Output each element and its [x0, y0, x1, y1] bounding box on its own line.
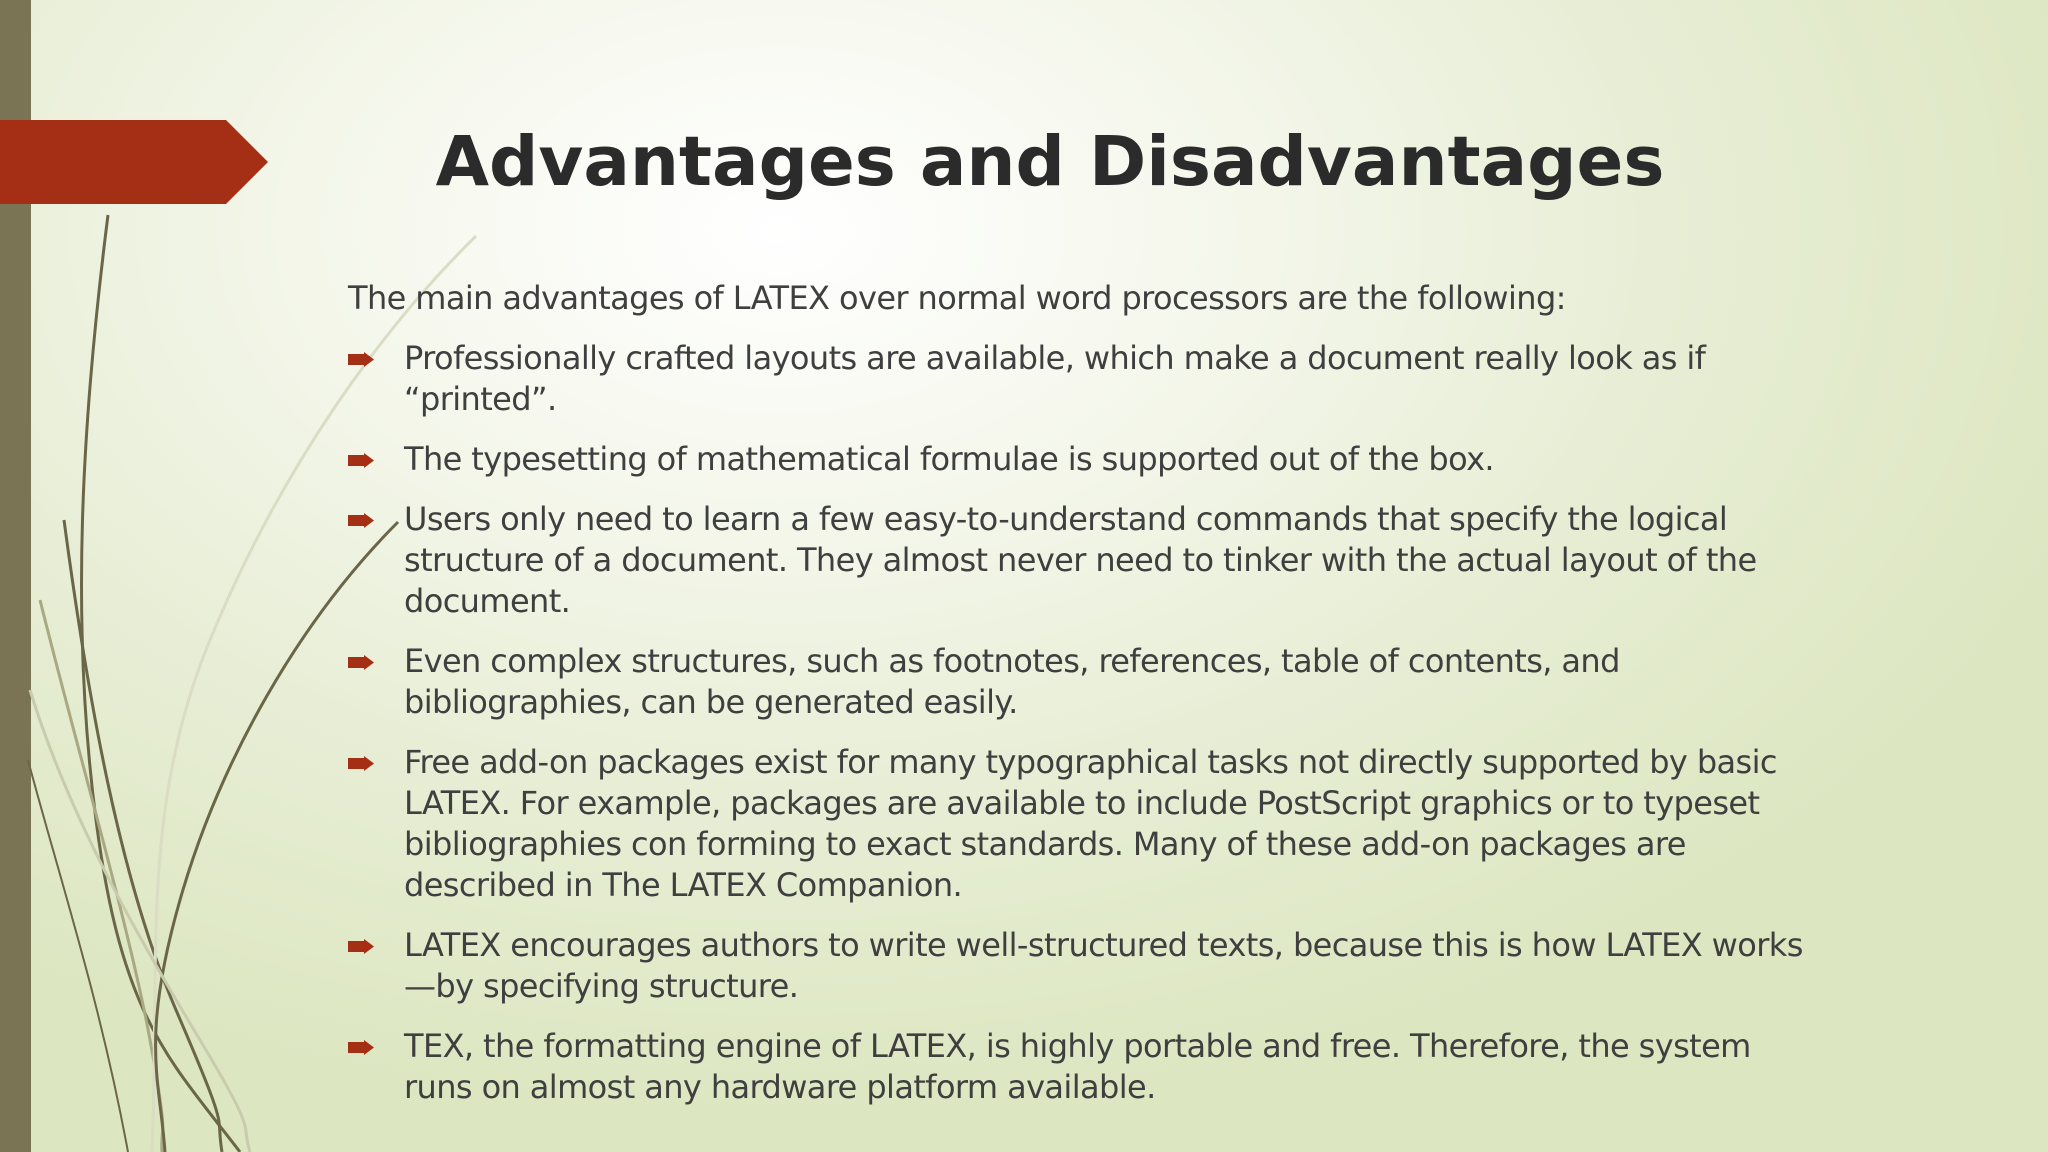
- bullet-text: TEX, the formatting engine of LATEX, is highly portable and free. Therefore, the system runs on almost any hardware platform available.: [404, 1027, 1751, 1106]
- slide-title: Advantages and Disadvantages: [435, 122, 1665, 202]
- bullet-text: Professionally crafted layouts are available, which make a document really look as if “printed”.: [404, 339, 1706, 418]
- bullet-item: [348, 439, 1808, 480]
- bullet-text: Users only need to learn a few easy-to-understand commands that specify the logical structure of a document. They almost never need to tinker with the actual layout of the document.: [404, 500, 1757, 620]
- arrow-bullet-icon: [348, 939, 374, 954]
- bullet-text: Even complex structures, such as footnotes, references, table of contents, and bibliographies, can be generated easily.: [404, 642, 1620, 721]
- bullet-item: [348, 338, 1808, 420]
- bullet-text: LATEX encourages authors to write well-structured texts, because this is how LATEX works—by specifying structure.: [404, 926, 1803, 1005]
- bullet-item: [348, 641, 1808, 723]
- intro-text: The main advantages of LATEX over normal word processors are the following:: [348, 279, 1566, 317]
- bullet-item: [348, 499, 1808, 622]
- arrow-bullet-icon: [348, 655, 374, 670]
- bullet-text: The typesetting of mathematical formulae is supported out of the box.: [404, 440, 1494, 478]
- slide-body: [348, 278, 1808, 1127]
- bullet-text: Free add-on packages exist for many typographical tasks not directly supported by basic LATEX. For example, packages are available to include PostScript graphics or to typeset bibliographies con forming to exact standards. Many of these add-on packages are described in The LATEX Companion.: [404, 743, 1777, 904]
- bullet-list: [348, 338, 1808, 1108]
- arrow-bullet-icon: [348, 453, 374, 468]
- arrow-bullet-icon: [348, 1040, 374, 1055]
- bullet-item: [348, 1026, 1808, 1108]
- arrow-bullet-icon: [348, 513, 374, 528]
- title-accent-arrow: [0, 120, 268, 204]
- arrow-bullet-icon: [348, 756, 374, 771]
- bullet-item: [348, 742, 1808, 906]
- bullet-item: [348, 925, 1808, 1007]
- arrow-bullet-icon: [348, 352, 374, 367]
